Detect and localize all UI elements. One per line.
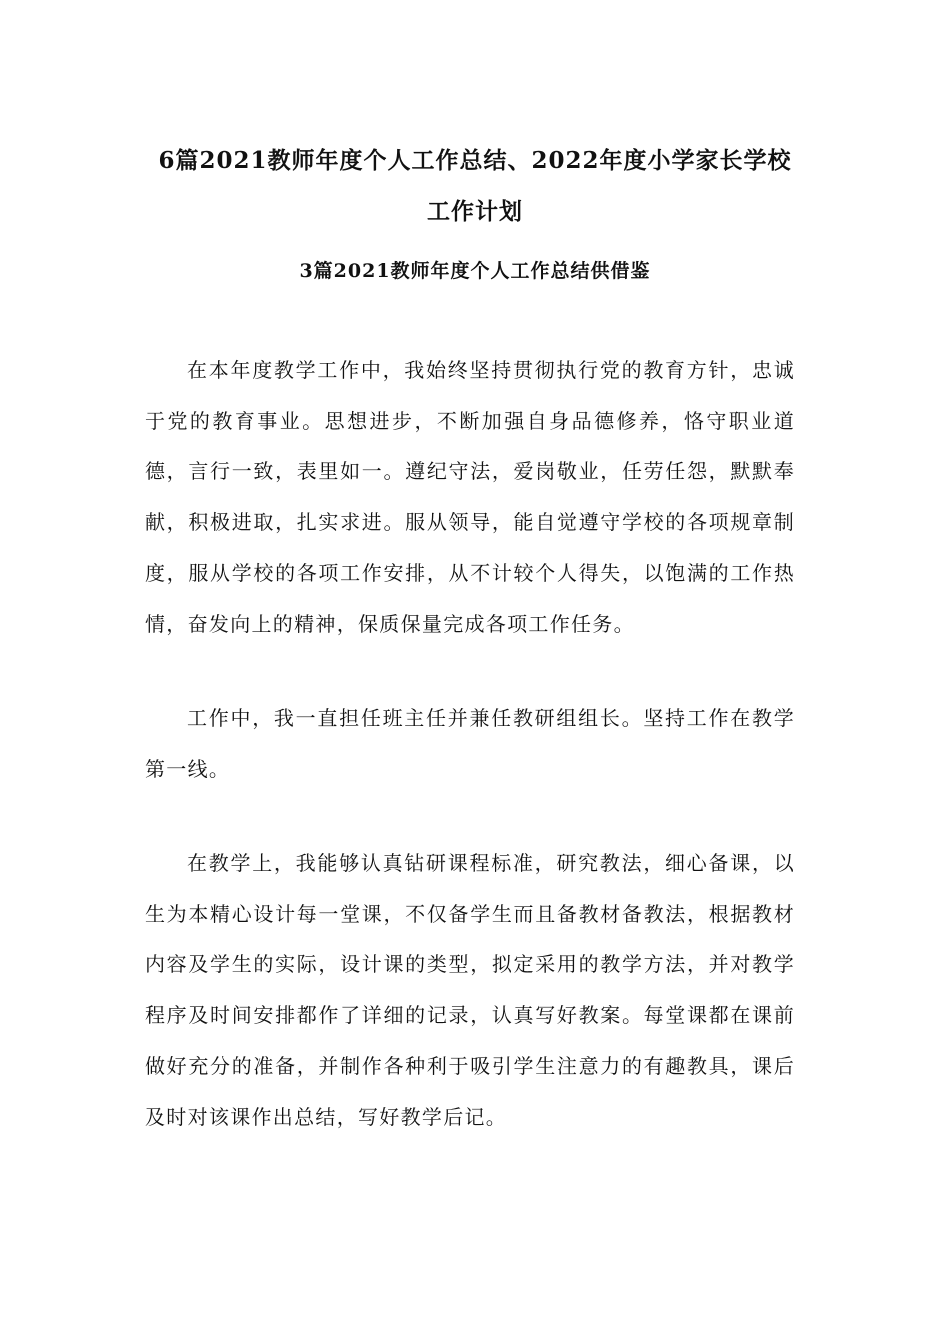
body-paragraph: 在本年度教学工作中，我始终坚持贯彻执行党的教育方针，忠诚于党的教育事业。思想进步，不断加强自身品德修养，恪守职业道德，言行一致，表里如一。遵纪守法，爱岗敬业，任劳任怨，默默奉献，积极进取，扎实求进。服从领导，能自觉遵守学校的各项规章制度，服从学校的各项工作安排，从不计较个人得失，以饱满的工作热情，奋发向上的精神，保质保量完成各项工作任务。 (145, 358, 795, 636)
document-subtitle: 3篇2021教师年度个人工作总结供借鉴 (299, 260, 651, 282)
body-paragraph: 在教学上，我能够认真钻研课程标准，研究教法，细心备课，以生为本精心设计每一堂课，不仅备学生而且备教材备教法，根据教材内容及学生的实际，设计课的类型，拟定采用的教学方法，并对教学程序及时间安排都作了详细的记录，认真写好教案。每堂课都在课前做好充分的准备，并制作各种利于吸引学生注意力的有趣教具，课后及时对该课作出总结，写好教学后记。 (145, 851, 795, 1129)
document-title-line-1: 6篇2021教师年度个人工作总结、2022年度小学家长学校 (158, 147, 792, 174)
body-paragraph: 工作中，我一直担任班主任并兼任教研组组长。坚持工作在教学第一线。 (145, 706, 795, 781)
document-title-line-2: 工作计划 (427, 198, 523, 225)
